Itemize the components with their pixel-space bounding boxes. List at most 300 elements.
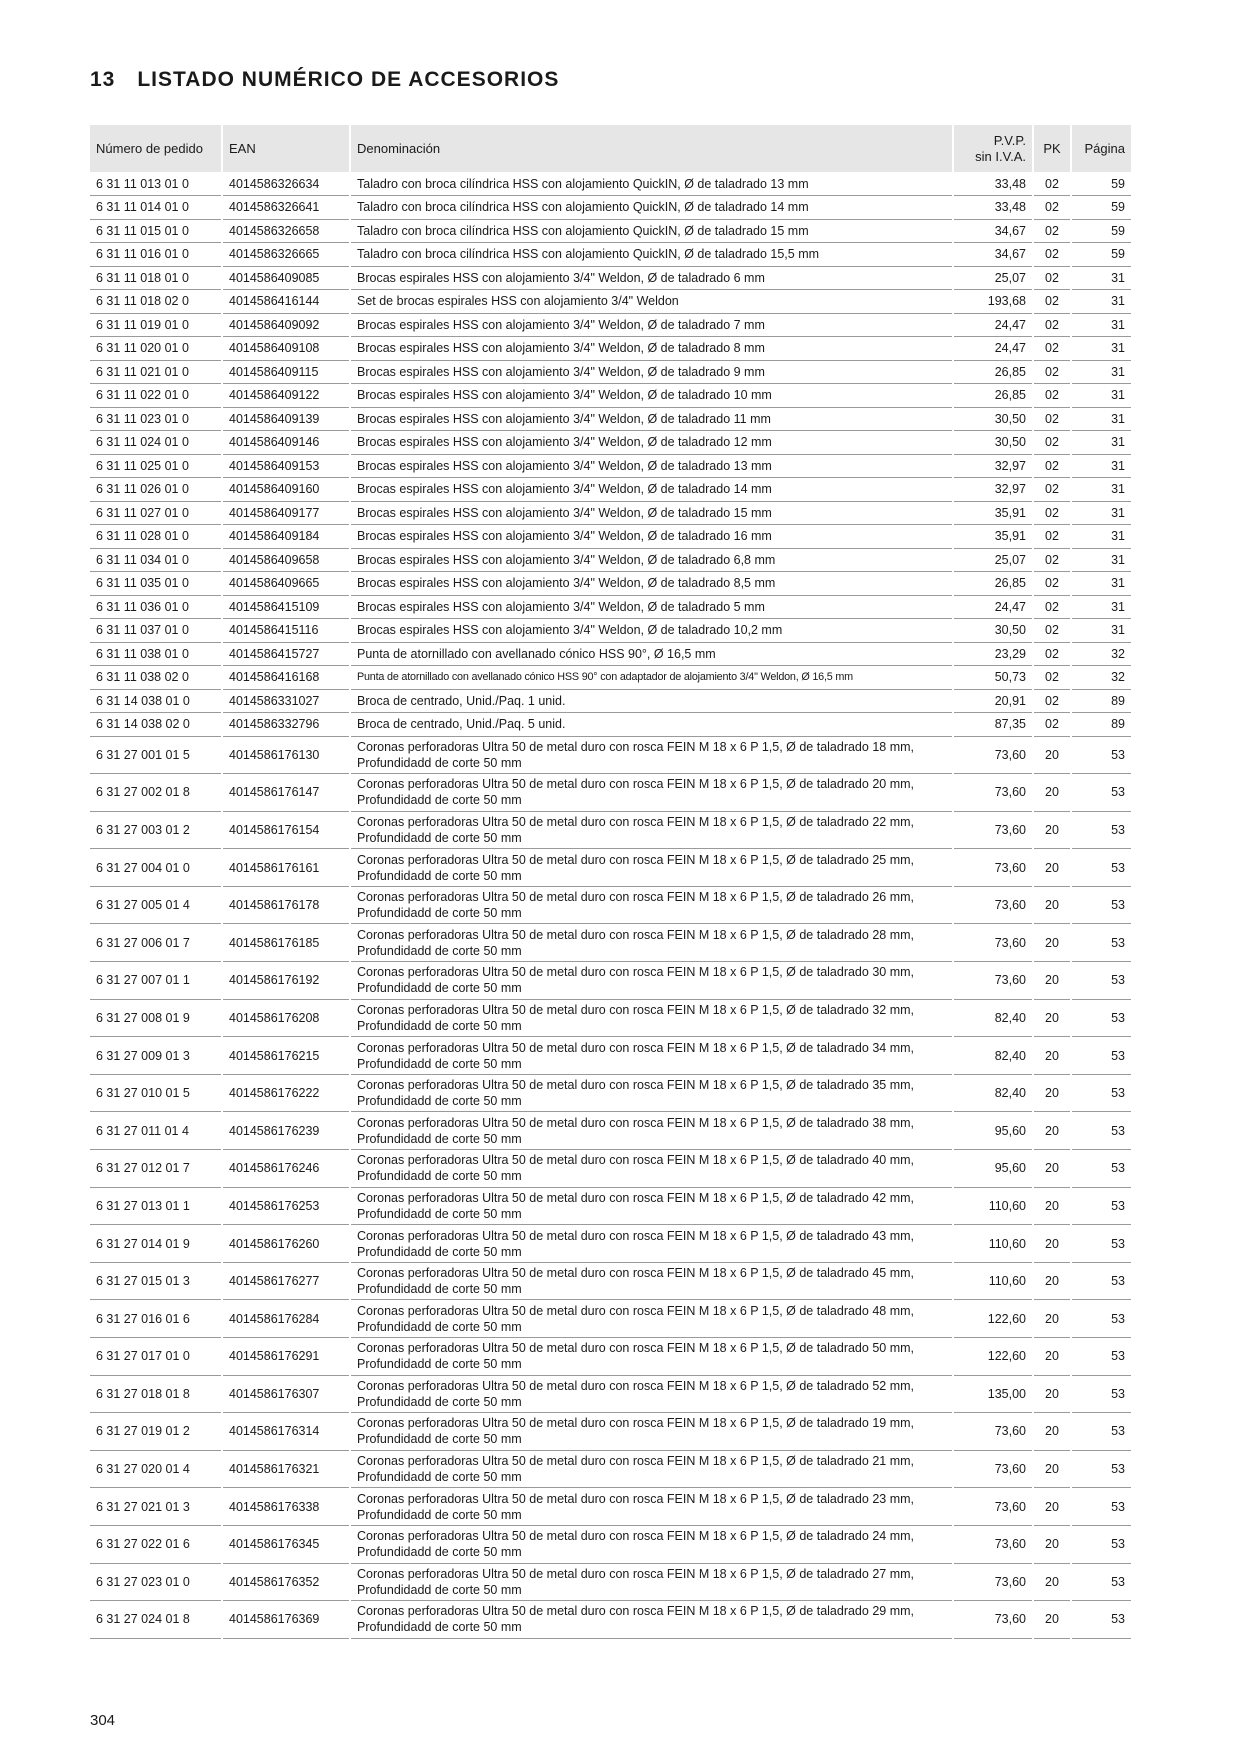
pk-cell: 20 (1033, 1150, 1071, 1188)
pk-cell: 20 (1033, 1037, 1071, 1075)
table-row (90, 924, 1131, 962)
name-cell: Coronas perforadoras Ultra 50 de metal duro con rosca FEIN M 18 x 6 P 1,5, Ø de taladrado 40 mm, Profundidadd de corte 50 mm (350, 1150, 953, 1188)
price-cell: 82,40 (953, 1037, 1033, 1075)
order-no-cell: 6 31 11 025 01 0 (90, 454, 222, 478)
order-no-cell: 6 31 27 006 01 7 (90, 924, 222, 962)
pk-cell: 02 (1033, 407, 1071, 431)
pk-cell: 20 (1033, 736, 1071, 774)
pk-cell: 20 (1033, 1563, 1071, 1601)
ean-cell: 4014586176215 (222, 1037, 350, 1075)
name-cell: Coronas perforadoras Ultra 50 de metal duro con rosca FEIN M 18 x 6 P 1,5, Ø de taladrado 48 mm, Profundidadd de corte 50 mm (350, 1300, 953, 1338)
table-row (90, 713, 1131, 737)
name-cell: Brocas espirales HSS con alojamiento 3/4" Weldon, Ø de taladrado 10,2 mm (350, 619, 953, 643)
page-cell: 31 (1071, 548, 1131, 572)
price-cell: 30,50 (953, 431, 1033, 455)
price-cell: 73,60 (953, 811, 1033, 849)
page-cell: 53 (1071, 774, 1131, 812)
ean-cell: 4014586176284 (222, 1300, 350, 1338)
ean-cell: 4014586409160 (222, 478, 350, 502)
table-row (90, 243, 1131, 267)
page-cell: 31 (1071, 431, 1131, 455)
ean-cell: 4014586176154 (222, 811, 350, 849)
ean-cell: 4014586409122 (222, 384, 350, 408)
name-cell: Coronas perforadoras Ultra 50 de metal duro con rosca FEIN M 18 x 6 P 1,5, Ø de taladrado 18 mm, Profundidadd de corte 50 mm (350, 736, 953, 774)
price-cell: 73,60 (953, 849, 1033, 887)
ean-cell: 4014586176352 (222, 1563, 350, 1601)
ean-cell: 4014586176338 (222, 1488, 350, 1526)
page-cell: 31 (1071, 384, 1131, 408)
ean-cell: 4014586326658 (222, 219, 350, 243)
header-price (953, 125, 1033, 172)
table-row (90, 1375, 1131, 1413)
name-cell: Brocas espirales HSS con alojamiento 3/4" Weldon, Ø de taladrado 5 mm (350, 595, 953, 619)
pk-cell: 02 (1033, 642, 1071, 666)
pk-cell: 20 (1033, 1375, 1071, 1413)
ean-cell: 4014586176147 (222, 774, 350, 812)
ean-cell: 4014586176246 (222, 1150, 350, 1188)
order-no-cell: 6 31 11 027 01 0 (90, 501, 222, 525)
table-row (90, 886, 1131, 924)
page-cell: 53 (1071, 924, 1131, 962)
table-row (90, 595, 1131, 619)
order-no-cell: 6 31 11 020 01 0 (90, 337, 222, 361)
name-cell: Coronas perforadoras Ultra 50 de metal duro con rosca FEIN M 18 x 6 P 1,5, Ø de taladrado 29 mm, Profundidadd de corte 50 mm (350, 1601, 953, 1639)
pk-cell: 02 (1033, 243, 1071, 267)
order-no-cell: 6 31 14 038 01 0 (90, 689, 222, 713)
page-cell: 31 (1071, 290, 1131, 314)
name-cell: Brocas espirales HSS con alojamiento 3/4" Weldon, Ø de taladrado 14 mm (350, 478, 953, 502)
price-cell: 73,60 (953, 1601, 1033, 1639)
name-cell: Brocas espirales HSS con alojamiento 3/4" Weldon, Ø de taladrado 9 mm (350, 360, 953, 384)
pk-cell: 20 (1033, 886, 1071, 924)
pk-cell: 02 (1033, 619, 1071, 643)
table-row (90, 407, 1131, 431)
ean-cell: 4014586416168 (222, 666, 350, 690)
ean-cell: 4014586176253 (222, 1187, 350, 1225)
table-row (90, 736, 1131, 774)
pk-cell: 20 (1033, 1525, 1071, 1563)
price-cell: 193,68 (953, 290, 1033, 314)
price-cell: 73,60 (953, 1413, 1033, 1451)
order-no-cell: 6 31 11 019 01 0 (90, 313, 222, 337)
page-cell: 31 (1071, 313, 1131, 337)
page-cell: 53 (1071, 1225, 1131, 1263)
page-cell: 53 (1071, 1150, 1131, 1188)
order-no-cell: 6 31 11 038 01 0 (90, 642, 222, 666)
table-row (90, 1074, 1131, 1112)
table-row (90, 1413, 1131, 1451)
name-cell: Coronas perforadoras Ultra 50 de metal duro con rosca FEIN M 18 x 6 P 1,5, Ø de taladrado 22 mm, Profundidadd de corte 50 mm (350, 811, 953, 849)
pk-cell: 20 (1033, 1225, 1071, 1263)
pk-cell: 02 (1033, 572, 1071, 596)
page-heading (90, 68, 559, 92)
ean-cell: 4014586176307 (222, 1375, 350, 1413)
name-cell: Punta de atornillado con avellanado cónico HSS 90° con adaptador de alojamiento 3/4" Weldon, Ø 16,5 mm (350, 666, 953, 690)
pk-cell: 20 (1033, 811, 1071, 849)
name-cell: Coronas perforadoras Ultra 50 de metal duro con rosca FEIN M 18 x 6 P 1,5, Ø de taladrado 27 mm, Profundidadd de corte 50 mm (350, 1563, 953, 1601)
page-cell: 59 (1071, 172, 1131, 196)
pk-cell: 02 (1033, 501, 1071, 525)
pk-cell: 02 (1033, 548, 1071, 572)
table-row (90, 1037, 1131, 1075)
order-no-cell: 6 31 27 021 01 3 (90, 1488, 222, 1526)
name-cell: Coronas perforadoras Ultra 50 de metal duro con rosca FEIN M 18 x 6 P 1,5, Ø de taladrado 21 mm, Profundidadd de corte 50 mm (350, 1450, 953, 1488)
price-cell: 73,60 (953, 1525, 1033, 1563)
table-row (90, 1262, 1131, 1300)
ean-cell: 4014586176314 (222, 1413, 350, 1451)
order-no-cell: 6 31 11 022 01 0 (90, 384, 222, 408)
price-cell: 24,47 (953, 337, 1033, 361)
order-no-cell: 6 31 11 034 01 0 (90, 548, 222, 572)
order-no-cell: 6 31 27 015 01 3 (90, 1262, 222, 1300)
pk-cell: 20 (1033, 1262, 1071, 1300)
page-cell: 53 (1071, 1601, 1131, 1639)
price-cell: 26,85 (953, 360, 1033, 384)
price-cell: 24,47 (953, 313, 1033, 337)
price-cell: 26,85 (953, 384, 1033, 408)
name-cell: Brocas espirales HSS con alojamiento 3/4" Weldon, Ø de taladrado 10 mm (350, 384, 953, 408)
order-no-cell: 6 31 27 009 01 3 (90, 1037, 222, 1075)
price-cell: 32,97 (953, 454, 1033, 478)
order-no-cell: 6 31 27 010 01 5 (90, 1074, 222, 1112)
pk-cell: 02 (1033, 525, 1071, 549)
header-page: Página (1071, 125, 1131, 172)
pk-cell: 02 (1033, 713, 1071, 737)
ean-cell: 4014586176222 (222, 1074, 350, 1112)
order-no-cell: 6 31 27 002 01 8 (90, 774, 222, 812)
pk-cell: 20 (1033, 1112, 1071, 1150)
page-cell: 32 (1071, 642, 1131, 666)
order-no-cell: 6 31 27 023 01 0 (90, 1563, 222, 1601)
order-no-cell: 6 31 27 019 01 2 (90, 1413, 222, 1451)
table-row (90, 548, 1131, 572)
pk-cell: 02 (1033, 337, 1071, 361)
order-no-cell: 6 31 11 026 01 0 (90, 478, 222, 502)
name-cell: Taladro con broca cilíndrica HSS con alojamiento QuickIN, Ø de taladrado 14 mm (350, 196, 953, 220)
header-ean: EAN (222, 125, 350, 172)
name-cell: Brocas espirales HSS con alojamiento 3/4" Weldon, Ø de taladrado 6,8 mm (350, 548, 953, 572)
table-row (90, 219, 1131, 243)
table-body (90, 172, 1131, 1638)
table-row (90, 525, 1131, 549)
page-cell: 31 (1071, 572, 1131, 596)
pk-cell: 02 (1033, 595, 1071, 619)
ean-cell: 4014586176192 (222, 962, 350, 1000)
price-cell: 122,60 (953, 1338, 1033, 1376)
pk-cell: 02 (1033, 689, 1071, 713)
name-cell: Brocas espirales HSS con alojamiento 3/4" Weldon, Ø de taladrado 8,5 mm (350, 572, 953, 596)
ean-cell: 4014586326641 (222, 196, 350, 220)
table-row (90, 619, 1131, 643)
header-price-line1: P.V.P. (993, 132, 1026, 148)
pk-cell: 20 (1033, 999, 1071, 1037)
table-row (90, 478, 1131, 502)
ean-cell: 4014586409665 (222, 572, 350, 596)
order-no-cell: 6 31 27 022 01 6 (90, 1525, 222, 1563)
page-cell: 53 (1071, 736, 1131, 774)
table-row (90, 360, 1131, 384)
order-no-cell: 6 31 11 036 01 0 (90, 595, 222, 619)
table-row (90, 431, 1131, 455)
order-no-cell: 6 31 27 014 01 9 (90, 1225, 222, 1263)
name-cell: Coronas perforadoras Ultra 50 de metal duro con rosca FEIN M 18 x 6 P 1,5, Ø de taladrado 23 mm, Profundidadd de corte 50 mm (350, 1488, 953, 1526)
page-cell: 53 (1071, 999, 1131, 1037)
price-cell: 73,60 (953, 1563, 1033, 1601)
page-cell: 53 (1071, 1112, 1131, 1150)
page-cell: 53 (1071, 1187, 1131, 1225)
table-row (90, 1525, 1131, 1563)
name-cell: Coronas perforadoras Ultra 50 de metal duro con rosca FEIN M 18 x 6 P 1,5, Ø de taladrado 26 mm, Profundidadd de corte 50 mm (350, 886, 953, 924)
table-row (90, 1450, 1131, 1488)
order-no-cell: 6 31 11 037 01 0 (90, 619, 222, 643)
price-cell: 122,60 (953, 1300, 1033, 1338)
order-no-cell: 6 31 11 018 02 0 (90, 290, 222, 314)
page-cell: 53 (1071, 1525, 1131, 1563)
table-row (90, 811, 1131, 849)
table-row (90, 1225, 1131, 1263)
pk-cell: 02 (1033, 290, 1071, 314)
name-cell: Coronas perforadoras Ultra 50 de metal duro con rosca FEIN M 18 x 6 P 1,5, Ø de taladrado 34 mm, Profundidadd de corte 50 mm (350, 1037, 953, 1075)
table-row (90, 1563, 1131, 1601)
price-cell: 24,47 (953, 595, 1033, 619)
ean-cell: 4014586409139 (222, 407, 350, 431)
page-cell: 53 (1071, 1037, 1131, 1075)
pk-cell: 02 (1033, 478, 1071, 502)
name-cell: Coronas perforadoras Ultra 50 de metal duro con rosca FEIN M 18 x 6 P 1,5, Ø de taladrado 30 mm, Profundidadd de corte 50 mm (350, 962, 953, 1000)
ean-cell: 4014586176130 (222, 736, 350, 774)
page-cell: 31 (1071, 407, 1131, 431)
price-cell: 73,60 (953, 886, 1033, 924)
price-cell: 30,50 (953, 407, 1033, 431)
price-cell: 110,60 (953, 1187, 1033, 1225)
page-cell: 53 (1071, 1375, 1131, 1413)
order-no-cell: 6 31 27 003 01 2 (90, 811, 222, 849)
order-no-cell: 6 31 11 038 02 0 (90, 666, 222, 690)
price-cell: 73,60 (953, 736, 1033, 774)
pk-cell: 02 (1033, 384, 1071, 408)
pk-cell: 02 (1033, 431, 1071, 455)
accessories-table (90, 125, 1131, 1639)
table-row (90, 689, 1131, 713)
price-cell: 110,60 (953, 1262, 1033, 1300)
order-no-cell: 6 31 27 001 01 5 (90, 736, 222, 774)
price-cell: 32,97 (953, 478, 1033, 502)
name-cell: Coronas perforadoras Ultra 50 de metal duro con rosca FEIN M 18 x 6 P 1,5, Ø de taladrado 45 mm, Profundidadd de corte 50 mm (350, 1262, 953, 1300)
name-cell: Coronas perforadoras Ultra 50 de metal duro con rosca FEIN M 18 x 6 P 1,5, Ø de taladrado 32 mm, Profundidadd de corte 50 mm (350, 999, 953, 1037)
order-no-cell: 6 31 27 020 01 4 (90, 1450, 222, 1488)
name-cell: Broca de centrado, Unid./Paq. 1 unid. (350, 689, 953, 713)
price-cell: 82,40 (953, 999, 1033, 1037)
name-cell: Coronas perforadoras Ultra 50 de metal duro con rosca FEIN M 18 x 6 P 1,5, Ø de taladrado 28 mm, Profundidadd de corte 50 mm (350, 924, 953, 962)
section-title: LISTADO NUMÉRICO DE ACCESORIOS (137, 68, 560, 91)
pk-cell: 02 (1033, 219, 1071, 243)
header-price-line2: sin I.V.A. (975, 148, 1026, 164)
ean-cell: 4014586409115 (222, 360, 350, 384)
ean-cell: 4014586416144 (222, 290, 350, 314)
pk-cell: 20 (1033, 1300, 1071, 1338)
page-cell: 31 (1071, 454, 1131, 478)
name-cell: Coronas perforadoras Ultra 50 de metal duro con rosca FEIN M 18 x 6 P 1,5, Ø de taladrado 38 mm, Profundidadd de corte 50 mm (350, 1112, 953, 1150)
price-cell: 82,40 (953, 1074, 1033, 1112)
price-cell: 35,91 (953, 525, 1033, 549)
ean-cell: 4014586409092 (222, 313, 350, 337)
page-cell: 31 (1071, 478, 1131, 502)
pk-cell: 20 (1033, 1488, 1071, 1526)
pk-cell: 02 (1033, 454, 1071, 478)
price-cell: 23,29 (953, 642, 1033, 666)
ean-cell: 4014586176321 (222, 1450, 350, 1488)
order-no-cell: 6 31 27 007 01 1 (90, 962, 222, 1000)
ean-cell: 4014586409146 (222, 431, 350, 455)
order-no-cell: 6 31 11 016 01 0 (90, 243, 222, 267)
page-cell: 89 (1071, 689, 1131, 713)
page-cell: 53 (1071, 1450, 1131, 1488)
table-row (90, 454, 1131, 478)
table-row (90, 1338, 1131, 1376)
order-no-cell: 6 31 27 013 01 1 (90, 1187, 222, 1225)
price-cell: 35,91 (953, 501, 1033, 525)
name-cell: Coronas perforadoras Ultra 50 de metal duro con rosca FEIN M 18 x 6 P 1,5, Ø de taladrado 43 mm, Profundidadd de corte 50 mm (350, 1225, 953, 1263)
pk-cell: 02 (1033, 196, 1071, 220)
page-cell: 53 (1071, 1413, 1131, 1451)
table-row (90, 1112, 1131, 1150)
page-cell: 31 (1071, 525, 1131, 549)
pk-cell: 20 (1033, 849, 1071, 887)
name-cell: Brocas espirales HSS con alojamiento 3/4" Weldon, Ø de taladrado 15 mm (350, 501, 953, 525)
page-cell: 53 (1071, 1262, 1131, 1300)
order-no-cell: 6 31 27 004 01 0 (90, 849, 222, 887)
ean-cell: 4014586176369 (222, 1601, 350, 1639)
page-cell: 31 (1071, 266, 1131, 290)
pk-cell: 20 (1033, 1601, 1071, 1639)
name-cell: Brocas espirales HSS con alojamiento 3/4" Weldon, Ø de taladrado 6 mm (350, 266, 953, 290)
page-cell: 59 (1071, 243, 1131, 267)
ean-cell: 4014586415727 (222, 642, 350, 666)
name-cell: Brocas espirales HSS con alojamiento 3/4" Weldon, Ø de taladrado 12 mm (350, 431, 953, 455)
price-cell: 95,60 (953, 1112, 1033, 1150)
order-no-cell: 6 31 27 005 01 4 (90, 886, 222, 924)
price-cell: 34,67 (953, 243, 1033, 267)
table-row (90, 849, 1131, 887)
name-cell: Brocas espirales HSS con alojamiento 3/4" Weldon, Ø de taladrado 13 mm (350, 454, 953, 478)
pk-cell: 20 (1033, 1413, 1071, 1451)
price-cell: 73,60 (953, 774, 1033, 812)
table-row (90, 774, 1131, 812)
order-no-cell: 6 31 27 008 01 9 (90, 999, 222, 1037)
order-no-cell: 6 31 11 014 01 0 (90, 196, 222, 220)
order-no-cell: 6 31 27 011 01 4 (90, 1112, 222, 1150)
page-cell: 53 (1071, 1338, 1131, 1376)
price-cell: 73,60 (953, 924, 1033, 962)
page-cell: 89 (1071, 713, 1131, 737)
table-row (90, 172, 1131, 196)
price-cell: 73,60 (953, 1450, 1033, 1488)
page-cell: 53 (1071, 849, 1131, 887)
pk-cell: 20 (1033, 1338, 1071, 1376)
name-cell: Punta de atornillado con avellanado cónico HSS 90°, Ø 16,5 mm (350, 642, 953, 666)
header-name: Denominación (350, 125, 953, 172)
name-cell: Coronas perforadoras Ultra 50 de metal duro con rosca FEIN M 18 x 6 P 1,5, Ø de taladrado 20 mm, Profundidadd de corte 50 mm (350, 774, 953, 812)
table-row (90, 962, 1131, 1000)
page-cell: 31 (1071, 595, 1131, 619)
name-cell: Set de brocas espirales HSS con alojamiento 3/4" Weldon (350, 290, 953, 314)
order-no-cell: 6 31 11 035 01 0 (90, 572, 222, 596)
table-header-row (90, 125, 1131, 172)
price-cell: 30,50 (953, 619, 1033, 643)
pk-cell: 20 (1033, 962, 1071, 1000)
table-row (90, 642, 1131, 666)
name-cell: Brocas espirales HSS con alojamiento 3/4" Weldon, Ø de taladrado 8 mm (350, 337, 953, 361)
table-row (90, 337, 1131, 361)
order-no-cell: 6 31 11 018 01 0 (90, 266, 222, 290)
page-cell: 31 (1071, 360, 1131, 384)
price-cell: 25,07 (953, 548, 1033, 572)
order-no-cell: 6 31 27 024 01 8 (90, 1601, 222, 1639)
ean-cell: 4014586409658 (222, 548, 350, 572)
price-cell: 33,48 (953, 172, 1033, 196)
ean-cell: 4014586415116 (222, 619, 350, 643)
price-cell: 73,60 (953, 962, 1033, 1000)
price-cell: 95,60 (953, 1150, 1033, 1188)
name-cell: Taladro con broca cilíndrica HSS con alojamiento QuickIN, Ø de taladrado 15,5 mm (350, 243, 953, 267)
price-cell: 110,60 (953, 1225, 1033, 1263)
section-number: 13 (90, 68, 116, 91)
ean-cell: 4014586176185 (222, 924, 350, 962)
table-row (90, 1300, 1131, 1338)
ean-cell: 4014586409184 (222, 525, 350, 549)
order-no-cell: 6 31 11 021 01 0 (90, 360, 222, 384)
name-cell: Brocas espirales HSS con alojamiento 3/4" Weldon, Ø de taladrado 11 mm (350, 407, 953, 431)
ean-cell: 4014586409108 (222, 337, 350, 361)
table-row (90, 1601, 1131, 1639)
page-cell: 59 (1071, 219, 1131, 243)
page-number: 304 (90, 1712, 116, 1729)
table-row (90, 501, 1131, 525)
order-no-cell: 6 31 27 012 01 7 (90, 1150, 222, 1188)
page-cell: 31 (1071, 501, 1131, 525)
page-cell: 53 (1071, 1300, 1131, 1338)
order-no-cell: 6 31 11 015 01 0 (90, 219, 222, 243)
pk-cell: 02 (1033, 172, 1071, 196)
table-row (90, 999, 1131, 1037)
table-row (90, 666, 1131, 690)
name-cell: Coronas perforadoras Ultra 50 de metal duro con rosca FEIN M 18 x 6 P 1,5, Ø de taladrado 19 mm, Profundidadd de corte 50 mm (350, 1413, 953, 1451)
ean-cell: 4014586326634 (222, 172, 350, 196)
table-row (90, 313, 1131, 337)
header-pk: PK (1033, 125, 1071, 172)
table-row (90, 384, 1131, 408)
page-cell: 53 (1071, 1563, 1131, 1601)
order-no-cell: 6 31 11 023 01 0 (90, 407, 222, 431)
name-cell: Taladro con broca cilíndrica HSS con alojamiento QuickIN, Ø de taladrado 13 mm (350, 172, 953, 196)
pk-cell: 20 (1033, 1450, 1071, 1488)
table-row (90, 290, 1131, 314)
ean-cell: 4014586176345 (222, 1525, 350, 1563)
table-row (90, 266, 1131, 290)
ean-cell: 4014586176178 (222, 886, 350, 924)
ean-cell: 4014586176260 (222, 1225, 350, 1263)
ean-cell: 4014586409085 (222, 266, 350, 290)
order-no-cell: 6 31 11 024 01 0 (90, 431, 222, 455)
ean-cell: 4014586176208 (222, 999, 350, 1037)
ean-cell: 4014586176291 (222, 1338, 350, 1376)
pk-cell: 02 (1033, 266, 1071, 290)
page-cell: 53 (1071, 1488, 1131, 1526)
order-no-cell: 6 31 27 017 01 0 (90, 1338, 222, 1376)
price-cell: 25,07 (953, 266, 1033, 290)
ean-cell: 4014586332796 (222, 713, 350, 737)
price-cell: 73,60 (953, 1488, 1033, 1526)
